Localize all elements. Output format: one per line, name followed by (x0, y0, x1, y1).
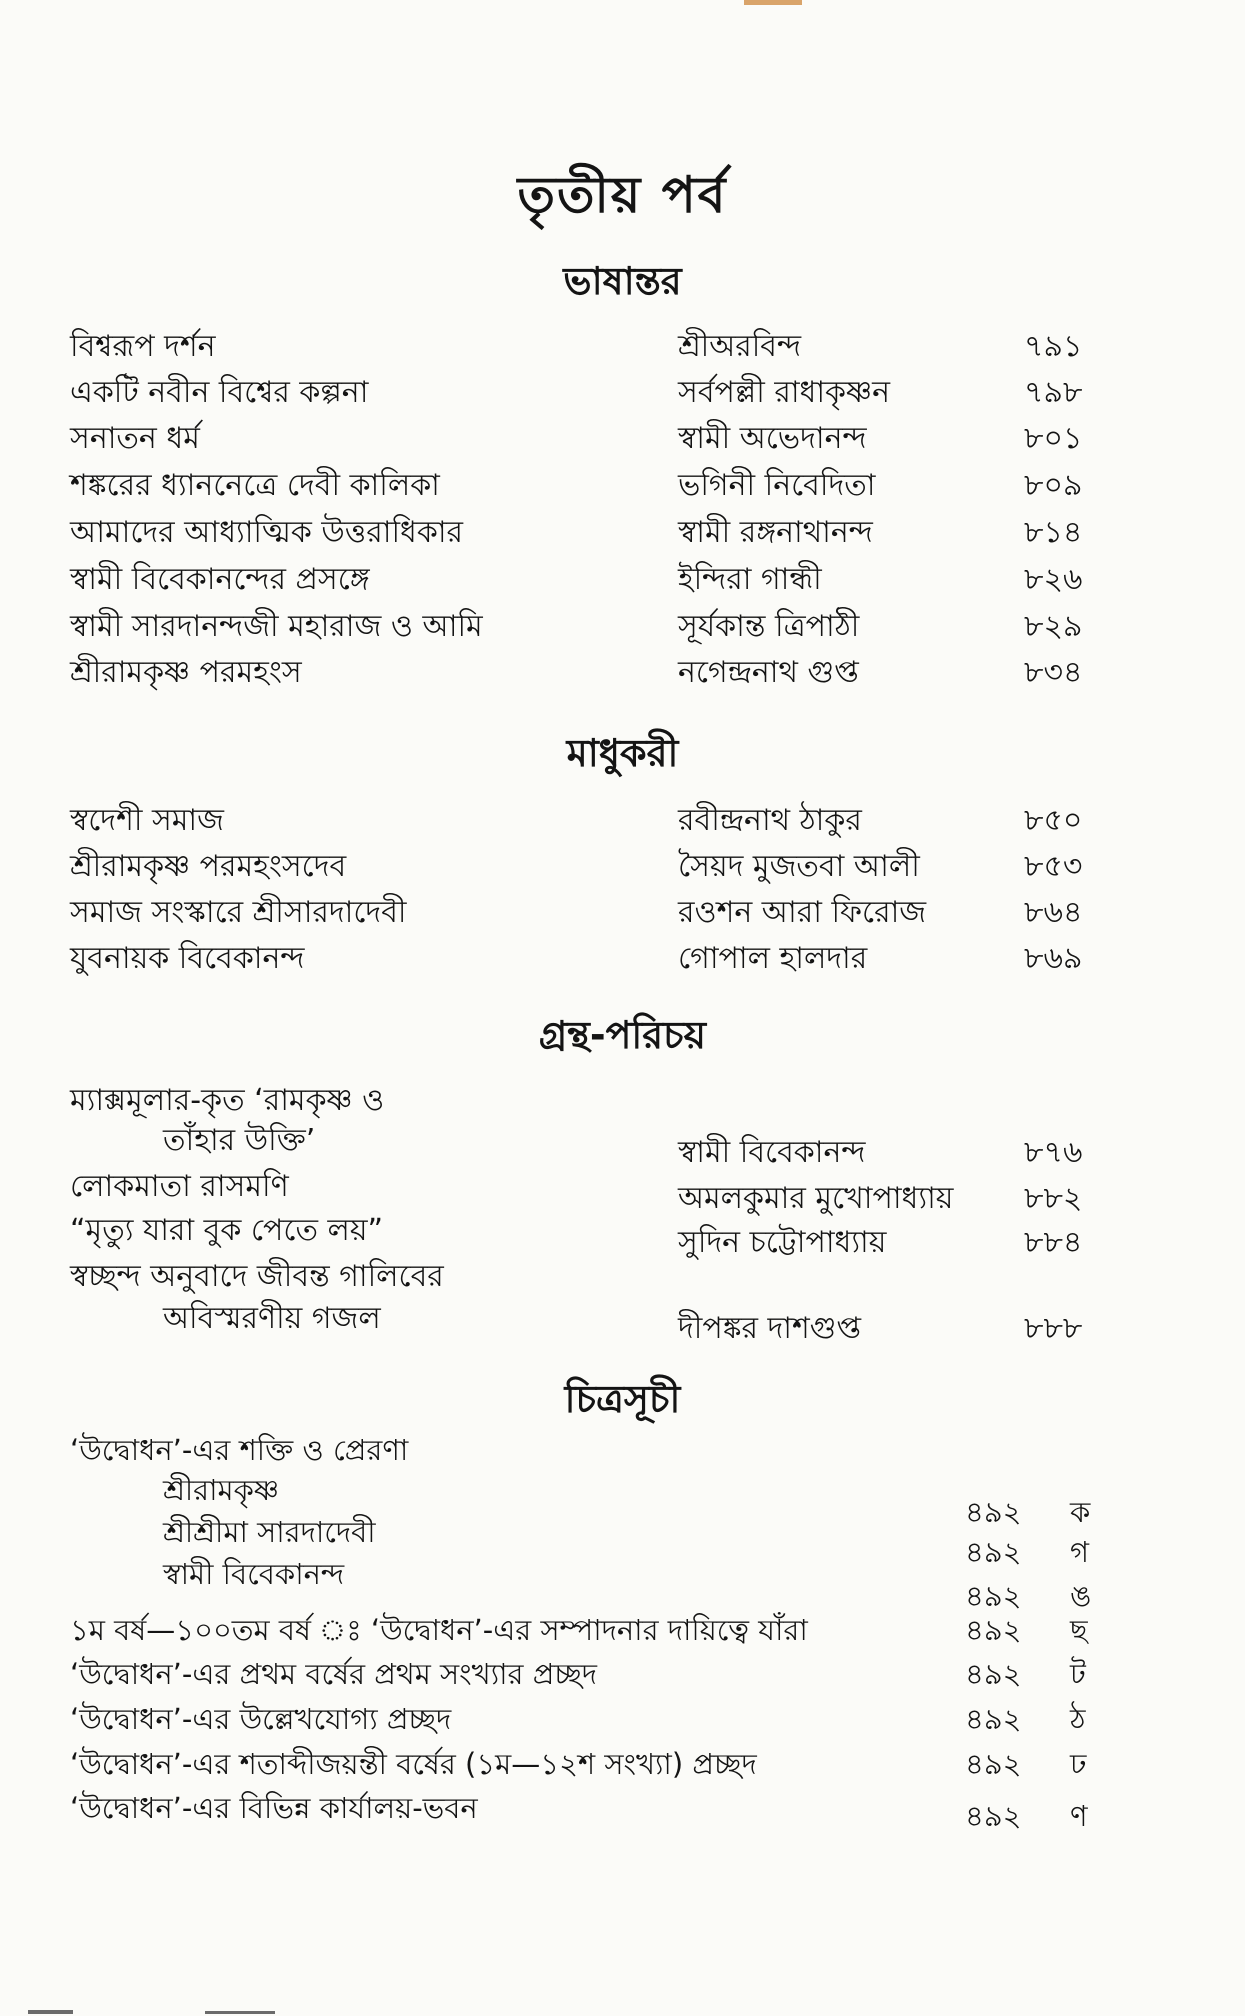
entry-title: শ্রীরামকৃষ্ণ পরমহংসদেব (70, 849, 347, 884)
bottom-edge-mark-2 (205, 2011, 275, 2014)
entry-author: গোপাল হালদার (678, 941, 868, 976)
entry-page: ৮২৬ (1024, 562, 1083, 597)
entry-page: ৮৭৬ (1024, 1135, 1083, 1170)
part-title: তৃতীয় পর্ব (517, 166, 728, 224)
entry-title: শঙ্করের ধ্যাননেত্রে দেবী কালিকা (70, 468, 440, 503)
illustration-label: ‘উদ্বোধন’-এর উল্লেখযোগ্য প্রচ্ছদ (70, 1702, 452, 1736)
entry-page: ৮১৪ (1024, 515, 1083, 550)
illustration-label: স্বামী বিবেকানন্দ (163, 1557, 345, 1591)
illustration-plate-letter: ঙ (1070, 1579, 1092, 1613)
entry-title: একটি নবীন বিশ্বের কল্পনা (70, 375, 369, 410)
entry-page: ৮৬৯ (1024, 941, 1083, 976)
entry-title: শ্রীরামকৃষ্ণ পরমহংস (70, 655, 302, 690)
entry-title: সনাতন ধর্ম (70, 421, 200, 456)
entry-page: ৮৮২ (1024, 1181, 1083, 1216)
illustration-label: ‘উদ্বোধন’-এর শতাব্দীজয়ন্তী বর্ষের (১ম—১২শ সংখ্যা) প্রচ্ছদ (70, 1747, 757, 1781)
entry-title: যুবনায়ক বিবেকানন্দ (70, 941, 305, 976)
entry-title: সমাজ সংস্কারে শ্রীসারদাদেবী (70, 895, 407, 930)
entry-author: সুদিন চট্টোপাধ্যায় (678, 1225, 887, 1260)
illustration-label: শ্রীরামকৃষ্ণ (163, 1473, 280, 1507)
entry-author: দীপঙ্কর দাশগুপ্ত (678, 1311, 861, 1346)
entry-author: ইন্দিরা গান্ধী (678, 562, 822, 597)
entry-page: ৮৫৩ (1024, 849, 1083, 884)
section-title: মাধুকরী (566, 731, 679, 775)
top-edge-mark (744, 0, 802, 5)
illustration-plate-letter: ঢ (1070, 1747, 1087, 1781)
entry-author: ভগিনী নিবেদিতা (678, 468, 876, 503)
entry-author: স্বামী বিবেকানন্দ (678, 1135, 866, 1170)
entry-title: ম্যাক্সমূলার-কৃত ‘রামকৃষ্ণ ও (70, 1083, 385, 1118)
illustration-page: ৪৯২ (965, 1657, 1022, 1691)
illustrations-title: চিত্রসূচী (564, 1377, 681, 1421)
entry-title-continued: অবিস্মরণীয় গজল (163, 1301, 381, 1336)
entry-author: সূর্যকান্ত ত্রিপাঠী (678, 609, 860, 644)
entry-author: সর্বপল্লী রাধাকৃষ্ণন (678, 375, 891, 410)
entry-page: ৭৯৮ (1024, 375, 1083, 410)
entry-page: ৮০৯ (1024, 468, 1083, 503)
illustration-label: ‘উদ্বোধন’-এর প্রথম বর্ষের প্রথম সংখ্যার প্রচ্ছদ (70, 1657, 598, 1691)
entry-author: নগেন্দ্রনাথ গুপ্ত (678, 655, 859, 690)
illustration-label: শ্রীশ্রীমা সারদাদেবী (163, 1515, 376, 1549)
illustration-plate-letter: ণ (1070, 1799, 1088, 1833)
illustration-plate-letter: ক (1070, 1495, 1091, 1529)
illustration-page: ৪৯২ (965, 1747, 1022, 1781)
entry-author: রবীন্দ্রনাথ ঠাকুর (678, 803, 862, 838)
entry-page: ৭৯১ (1024, 329, 1083, 364)
illustration-page: ৪৯২ (965, 1799, 1022, 1833)
entry-page: ৮৮৮ (1024, 1311, 1083, 1346)
entry-page: ৮৫০ (1024, 803, 1083, 838)
entry-page: ৮২৯ (1024, 609, 1083, 644)
entry-author: অমলকুমার মুখোপাধ্যায় (678, 1181, 954, 1216)
entry-author: শ্রীঅরবিন্দ (678, 329, 802, 364)
illustration-label: ‘উদ্বোধন’-এর বিভিন্ন কার্যালয়-ভবন (70, 1791, 478, 1825)
entry-title: লোকমাতা রাসমণি (70, 1169, 289, 1204)
illustration-page: ৪৯২ (965, 1579, 1022, 1613)
illustration-page: ৪৯২ (965, 1613, 1022, 1647)
illustration-plate-letter: ছ (1070, 1613, 1088, 1647)
entry-page: ৮৩৪ (1024, 655, 1083, 690)
entry-author: স্বামী অভেদানন্দ (678, 421, 867, 456)
illustration-plate-letter: ট (1070, 1657, 1086, 1691)
illustration-plate-letter: ঠ (1070, 1702, 1086, 1736)
entry-title-continued: তাঁহার উক্তি’ (163, 1123, 316, 1158)
entry-page: ৮৮৪ (1024, 1225, 1083, 1260)
bottom-edge-mark (28, 2010, 73, 2014)
entry-title: স্বদেশী সমাজ (70, 803, 224, 838)
illustration-label: ১ম বর্ষ—১০০তম বর্ষ ঃ ‘উদ্বোধন’-এর সম্পাদনার দায়িত্বে যাঁরা (70, 1613, 808, 1647)
entry-title: স্বামী সারদানন্দজী মহারাজ ও আমি (70, 609, 483, 644)
illustration-page: ৪৯২ (965, 1535, 1022, 1569)
illustration-page: ৪৯২ (965, 1702, 1022, 1736)
entry-title: আমাদের আধ্যাত্মিক উত্তরাধিকার (70, 515, 464, 550)
entry-author: স্বামী রঙ্গনাথানন্দ (678, 515, 873, 550)
entry-author: সৈয়দ মুজতবা আলী (678, 849, 920, 884)
illustration-page: ৪৯২ (965, 1495, 1022, 1529)
illustration-heading-text: ‘উদ্বোধন’-এর শক্তি ও প্রেরণা (70, 1433, 409, 1467)
entry-author: রওশন আরা ফিরোজ (678, 895, 927, 930)
entry-page: ৮০১ (1024, 421, 1083, 456)
entry-title: “মৃত্যু যারা বুক পেতে লয়” (70, 1213, 384, 1248)
entry-title: স্বচ্ছন্দ অনুবাদে জীবন্ত গালিবের (70, 1259, 444, 1294)
illustration-plate-letter: গ (1070, 1535, 1090, 1569)
entry-title: বিশ্বরূপ দর্শন (70, 329, 216, 364)
section-title: গ্রন্থ-পরিচয় (538, 1013, 707, 1057)
entry-title: স্বামী বিবেকানন্দের প্রসঙ্গে (70, 562, 370, 597)
section-title: ভাষান্তর (563, 259, 682, 303)
entry-page: ৮৬৪ (1024, 895, 1083, 930)
